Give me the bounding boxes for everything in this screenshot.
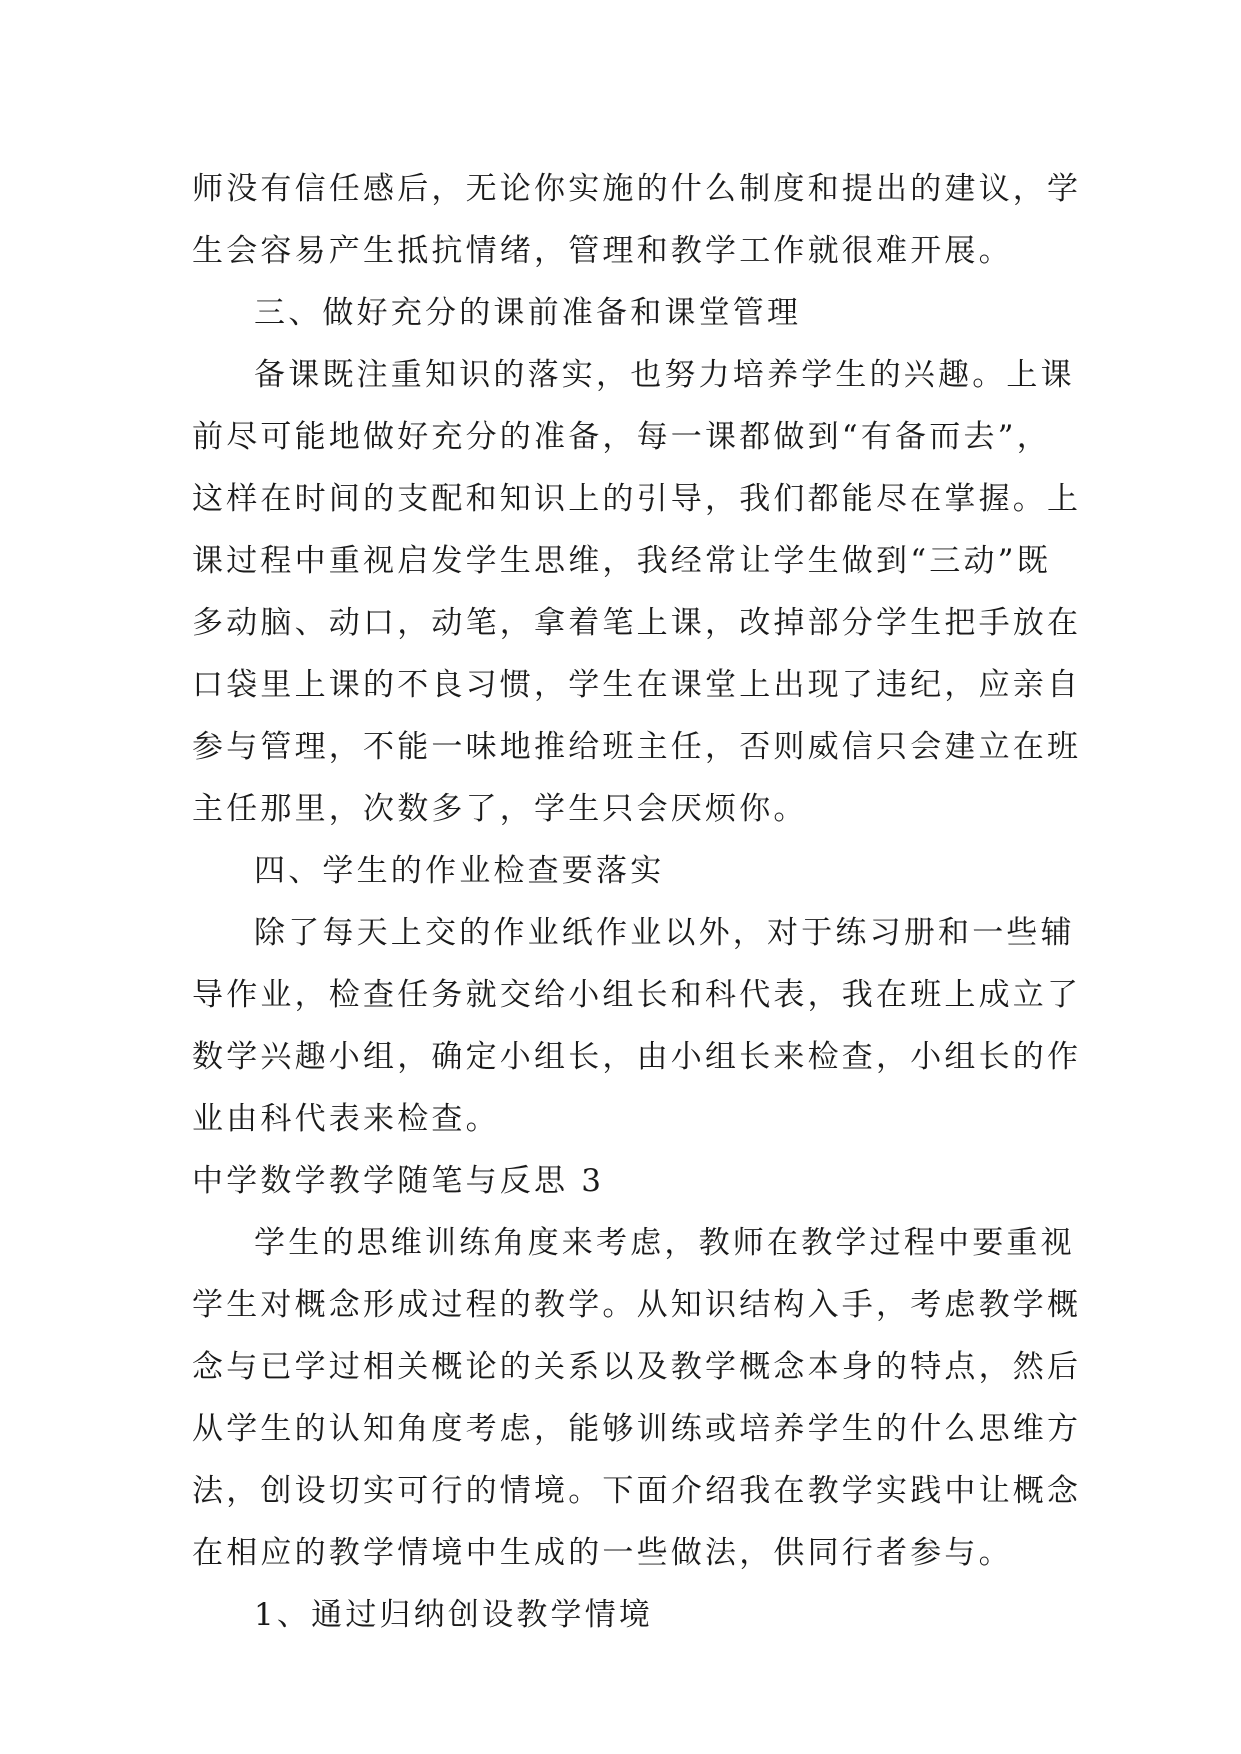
- text-line: 主任那里，次数多了，学生只会厌烦你。: [192, 791, 808, 827]
- text-line: 学生对概念形成过程的教学。从知识结构入手，考虑教学概: [192, 1287, 1082, 1323]
- text-line: 前尽可能地做好充分的准备，每一课都做到“有备而去”，: [192, 419, 1051, 455]
- text-line: 学生的思维训练角度来考虑，教师在教学过程中要重视: [254, 1225, 1075, 1261]
- text-line: 师没有信任感后，无论你实施的什么制度和提出的建议，学: [192, 171, 1082, 207]
- section-heading: 三、做好充分的课前准备和课堂管理: [254, 295, 802, 331]
- text-line: 口袋里上课的不良习惯，学生在课堂上出现了违纪，应亲自: [192, 667, 1082, 703]
- article-title: 中学数学教学随笔与反思 3: [192, 1163, 605, 1199]
- text-line: 在相应的教学情境中生成的一些做法，供同行者参与。: [192, 1535, 1013, 1571]
- text-line: 参与管理，不能一味地推给班主任，否则威信只会建立在班: [192, 729, 1082, 765]
- section-heading: 1、通过归纳创设教学情境: [254, 1597, 654, 1633]
- text-line: 念与已学过相关概论的关系以及教学概念本身的特点，然后: [192, 1349, 1082, 1385]
- text-line: 从学生的认知角度考虑，能够训练或培养学生的什么思维方: [192, 1411, 1082, 1447]
- document-body: [192, 158, 1082, 1646]
- text-line: 法，创设切实可行的情境。下面介绍我在教学实践中让概念: [192, 1473, 1082, 1509]
- text-line: 备课既注重知识的落实，也努力培养学生的兴趣。上课: [254, 357, 1075, 393]
- text-line: 业由科代表来检查。: [192, 1101, 500, 1137]
- text-line: 生会容易产生抵抗情绪，管理和教学工作就很难开展。: [192, 233, 1013, 269]
- text-line: 除了每天上交的作业纸作业以外，对于练习册和一些辅: [254, 915, 1075, 951]
- text-line: 这样在时间的支配和知识上的引导，我们都能尽在掌握。上: [192, 481, 1082, 517]
- text-line: 导作业，检查任务就交给小组长和科代表，我在班上成立了: [192, 977, 1082, 1013]
- text-line: 课过程中重视启发学生思维，我经常让学生做到“三动”既: [192, 543, 1051, 579]
- section-heading: 四、学生的作业检查要落实: [254, 853, 665, 889]
- text-line: 多动脑、动口，动笔，拿着笔上课，改掉部分学生把手放在: [192, 605, 1082, 641]
- text-line: 数学兴趣小组，确定小组长，由小组长来检查，小组长的作: [192, 1039, 1082, 1075]
